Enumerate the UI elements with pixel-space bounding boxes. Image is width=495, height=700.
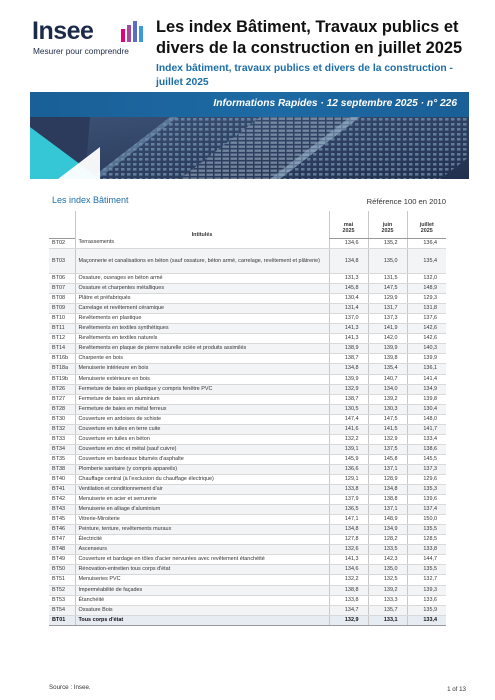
- table-row: [49, 304, 446, 314]
- table-body: [49, 238, 446, 625]
- row-value-june: 140,7: [368, 374, 407, 384]
- row-label: Ascenseurs: [75, 545, 329, 555]
- row-value-july: 133,4: [407, 615, 446, 625]
- row-code: BT27: [49, 394, 75, 404]
- row-label: Plâtre et préfabriqués: [75, 294, 329, 304]
- table-row: [49, 545, 446, 555]
- insee-logo: [32, 14, 144, 60]
- row-value-july: 141,7: [407, 424, 446, 434]
- page-title: Les index Bâtiment, Travaux publics et divers de la construction en juillet 2025: [156, 18, 463, 57]
- table-row: [49, 605, 446, 615]
- row-value-july: 139,8: [407, 394, 446, 404]
- row-value-may: 134,6: [329, 238, 368, 248]
- row-value-may: 132,6: [329, 545, 368, 555]
- logo-tagline: Mesurer pour comprendre: [33, 46, 129, 56]
- row-code: BT28: [49, 404, 75, 414]
- row-value-may: 134,6: [329, 565, 368, 575]
- row-value-may: 129,1: [329, 474, 368, 484]
- row-value-may: 127,8: [329, 535, 368, 545]
- row-value-july: 136,1: [407, 364, 446, 374]
- row-value-july: 129,6: [407, 474, 446, 484]
- table-row: [49, 284, 446, 294]
- row-value-july: 148,0: [407, 414, 446, 424]
- page-number: 1 of 13: [447, 686, 466, 693]
- table-row: [49, 414, 446, 424]
- row-label: Étanchéité: [75, 595, 329, 605]
- row-value-july: 132,0: [407, 274, 446, 284]
- row-value-may: 134,8: [329, 525, 368, 535]
- row-value-june: 129,9: [368, 294, 407, 304]
- row-code: BT53: [49, 595, 75, 605]
- row-code: BT07: [49, 284, 75, 294]
- row-value-may: 141,3: [329, 555, 368, 565]
- page-subtitle: Index bâtiment, travaux publics et divers de la construction - juillet 2025: [156, 63, 453, 88]
- row-value-july: 137,6: [407, 314, 446, 324]
- row-code: BT41: [49, 485, 75, 495]
- row-value-june: 128,9: [368, 474, 407, 484]
- section-title: Les index Bâtiment: [52, 195, 129, 205]
- row-value-july: 131,8: [407, 304, 446, 314]
- row-value-june: 133,3: [368, 595, 407, 605]
- row-label: Ossature Bois: [75, 605, 329, 615]
- row-value-july: 133,6: [407, 595, 446, 605]
- table-row: [49, 485, 446, 495]
- row-code: BT34: [49, 444, 75, 454]
- row-value-june: 134,8: [368, 485, 407, 495]
- source-note: Source : Insee.: [49, 684, 91, 691]
- table-row: [49, 294, 446, 304]
- row-value-june: 139,2: [368, 394, 407, 404]
- row-value-june: 137,1: [368, 505, 407, 515]
- row-value-july: 129,3: [407, 294, 446, 304]
- row-label: Revêtements en plaque de pierre naturelle sciée et produits assimilés: [75, 344, 329, 354]
- header-year: 2025: [407, 228, 446, 238]
- row-code: BT48: [49, 545, 75, 555]
- row-label: Couverture en tuiles en terre cuite: [75, 424, 329, 434]
- table-row: [49, 404, 446, 414]
- banner-publication-info: Informations Rapides · 12 septembre 2025 · n° 226: [213, 98, 457, 109]
- row-value-may: 136,5: [329, 505, 368, 515]
- row-label: Couverture en bardeaux bitumés d'asphalte: [75, 454, 329, 464]
- row-value-may: 131,4: [329, 304, 368, 314]
- row-label: Ventilation et conditionnement d'air: [75, 485, 329, 495]
- row-value-june: 135,7: [368, 605, 407, 615]
- row-value-july: 135,3: [407, 485, 446, 495]
- row-value-may: 138,7: [329, 354, 368, 364]
- row-label: Revêtements en plastique: [75, 314, 329, 324]
- row-label: Carrelage et revêtement céramique: [75, 304, 329, 314]
- row-value-july: 138,6: [407, 444, 446, 454]
- bar-chart-icon: [117, 20, 147, 42]
- table-row: [49, 595, 446, 605]
- row-value-may: 134,8: [329, 248, 368, 274]
- row-value-june: 135,0: [368, 248, 407, 274]
- row-value-july: 130,4: [407, 404, 446, 414]
- table-row: [49, 424, 446, 434]
- row-label: Chauffage central (à l'exclusion du chauffage électrique): [75, 474, 329, 484]
- row-value-july: 148,9: [407, 284, 446, 294]
- row-label: Menuiseries PVC: [75, 575, 329, 585]
- row-value-june: 148,9: [368, 515, 407, 525]
- row-value-july: 144,7: [407, 555, 446, 565]
- row-value-may: 133,8: [329, 485, 368, 495]
- row-value-may: 147,4: [329, 414, 368, 424]
- row-value-may: 147,1: [329, 515, 368, 525]
- row-value-may: 145,9: [329, 454, 368, 464]
- row-value-july: 133,4: [407, 434, 446, 444]
- row-code: BT50: [49, 565, 75, 575]
- row-code: BT46: [49, 525, 75, 535]
- row-label: Revêtements en textiles synthétiques: [75, 324, 329, 334]
- row-code: BT51: [49, 575, 75, 585]
- header-label: Intitulés: [75, 211, 329, 238]
- row-value-june: 137,5: [368, 444, 407, 454]
- row-label: Vitrerie-Miroiterie: [75, 515, 329, 525]
- row-value-may: 139,1: [329, 444, 368, 454]
- row-value-july: 140,3: [407, 344, 446, 354]
- row-value-june: 132,5: [368, 575, 407, 585]
- row-value-july: 145,5: [407, 454, 446, 464]
- row-value-may: 132,2: [329, 434, 368, 444]
- row-value-july: 135,5: [407, 525, 446, 535]
- row-value-june: 145,8: [368, 454, 407, 464]
- row-code: BT08: [49, 294, 75, 304]
- row-code: BT33: [49, 434, 75, 444]
- row-value-may: 138,7: [329, 394, 368, 404]
- row-value-may: 141,6: [329, 424, 368, 434]
- row-code: BT42: [49, 495, 75, 505]
- row-code: BT38: [49, 464, 75, 474]
- row-label: Électricité: [75, 535, 329, 545]
- row-value-may: 134,8: [329, 364, 368, 374]
- table-row: [49, 515, 446, 525]
- table-header: [49, 211, 446, 238]
- row-code: BT02: [49, 238, 75, 248]
- row-label: Menuiserie en alliage d'aluminium: [75, 505, 329, 515]
- publication-banner: [30, 92, 469, 179]
- row-value-june: 132,9: [368, 434, 407, 444]
- header-month: mai: [329, 211, 368, 228]
- table-row: [49, 248, 446, 274]
- table-row: [49, 238, 446, 248]
- row-code: BT01: [49, 615, 75, 625]
- row-label: Menuiserie extérieure en bois: [75, 374, 329, 384]
- table-row: [49, 525, 446, 535]
- table-row: [49, 565, 446, 575]
- row-value-june: 134,9: [368, 525, 407, 535]
- row-value-may: 138,8: [329, 585, 368, 595]
- row-label: Fermeture de baies en métal ferreux: [75, 404, 329, 414]
- row-code: BT11: [49, 324, 75, 334]
- row-label: Peinture, tenture, revêtements muraux: [75, 525, 329, 535]
- row-value-may: 133,8: [329, 595, 368, 605]
- table-row: [49, 454, 446, 464]
- row-value-june: 141,9: [368, 324, 407, 334]
- row-code: BT16b: [49, 354, 75, 364]
- table-row: [49, 535, 446, 545]
- row-code: BT26: [49, 384, 75, 394]
- row-value-july: 142,6: [407, 324, 446, 334]
- row-value-july: 135,4: [407, 248, 446, 274]
- row-value-june: 139,9: [368, 344, 407, 354]
- row-value-june: 130,3: [368, 404, 407, 414]
- row-code: BT19b: [49, 374, 75, 384]
- row-value-july: 134,9: [407, 384, 446, 394]
- row-value-june: 134,0: [368, 384, 407, 394]
- banner-strip: [30, 92, 469, 117]
- reference-note: Référence 100 en 2010: [366, 197, 446, 206]
- row-value-june: 131,5: [368, 274, 407, 284]
- row-value-june: 135,4: [368, 364, 407, 374]
- row-value-may: 132,2: [329, 575, 368, 585]
- table-row: [49, 434, 446, 444]
- row-label: Ossature, ouvrages en béton armé: [75, 274, 329, 284]
- index-table: [49, 211, 446, 626]
- row-label: Couverture en tuiles en béton: [75, 434, 329, 444]
- header-month: juin: [368, 211, 407, 228]
- row-label: Menuiserie intérieure en bois: [75, 364, 329, 374]
- row-label: Revêtements en textiles naturels: [75, 334, 329, 344]
- row-label: Maçonnerie et canalisations en béton (sauf ossature, béton armé, carrelage, revêtement et plâtrerie): [75, 248, 329, 274]
- row-value-june: 139,2: [368, 585, 407, 595]
- table-row: [49, 364, 446, 374]
- row-code: BT40: [49, 474, 75, 484]
- row-value-july: 128,5: [407, 535, 446, 545]
- row-value-may: 132,9: [329, 615, 368, 625]
- header-code: [49, 211, 75, 228]
- row-code: BT32: [49, 424, 75, 434]
- row-value-may: 139,9: [329, 374, 368, 384]
- row-code: BT06: [49, 274, 75, 284]
- row-value-may: 141,3: [329, 334, 368, 344]
- row-code: BT10: [49, 314, 75, 324]
- row-value-july: 137,3: [407, 464, 446, 474]
- row-value-may: 130,5: [329, 404, 368, 414]
- table-row: [49, 274, 446, 284]
- row-value-may: 137,0: [329, 314, 368, 324]
- row-value-may: 130,4: [329, 294, 368, 304]
- row-label: Couverture en ardoises de schiste: [75, 414, 329, 424]
- row-label: Imperméabilité de façades: [75, 585, 329, 595]
- row-value-may: 138,9: [329, 344, 368, 354]
- buildings-illustration: [30, 117, 469, 179]
- row-value-july: 135,5: [407, 565, 446, 575]
- table-row: [49, 444, 446, 454]
- row-code: BT45: [49, 515, 75, 525]
- row-value-june: 131,7: [368, 304, 407, 314]
- row-value-june: 137,3: [368, 314, 407, 324]
- table-row: [49, 344, 446, 354]
- table-row: [49, 505, 446, 515]
- table-row: [49, 374, 446, 384]
- table-row: [49, 394, 446, 404]
- table-total-row: [49, 615, 446, 625]
- row-value-june: 147,5: [368, 284, 407, 294]
- row-value-july: 139,6: [407, 495, 446, 505]
- row-value-june: 133,1: [368, 615, 407, 625]
- row-value-july: 141,4: [407, 374, 446, 384]
- row-value-june: 138,8: [368, 495, 407, 505]
- table-row: [49, 585, 446, 595]
- row-code: BT30: [49, 414, 75, 424]
- table-row: [49, 464, 446, 474]
- row-code: BT03: [49, 248, 75, 274]
- row-value-may: 136,6: [329, 464, 368, 474]
- row-code: BT47: [49, 535, 75, 545]
- row-code: BT12: [49, 334, 75, 344]
- row-value-june: 142,0: [368, 334, 407, 344]
- row-value-june: 133,5: [368, 545, 407, 555]
- logo-wordmark: Insee: [32, 17, 94, 45]
- table-row: [49, 555, 446, 565]
- row-label: Fermeture de baies en aluminium: [75, 394, 329, 404]
- row-value-may: 145,8: [329, 284, 368, 294]
- row-value-june: 141,5: [368, 424, 407, 434]
- row-value-may: 137,9: [329, 495, 368, 505]
- row-value-may: 134,7: [329, 605, 368, 615]
- row-code: BT54: [49, 605, 75, 615]
- row-value-july: 150,0: [407, 515, 446, 525]
- row-value-july: 139,3: [407, 585, 446, 595]
- row-value-july: 135,9: [407, 605, 446, 615]
- row-code: BT14: [49, 344, 75, 354]
- row-label: Couverture et bardage en tôles d'acier nervurées avec revêtement étanchéité: [75, 555, 329, 565]
- row-code: BT43: [49, 505, 75, 515]
- row-value-june: 147,5: [368, 414, 407, 424]
- row-value-july: 137,4: [407, 505, 446, 515]
- row-label: Menuiserie en acier et serrurerie: [75, 495, 329, 505]
- table-row: [49, 474, 446, 484]
- row-code: BT35: [49, 454, 75, 464]
- row-value-may: 141,3: [329, 324, 368, 334]
- header-year: 2025: [329, 228, 368, 238]
- table-row: [49, 324, 446, 334]
- row-value-july: 132,7: [407, 575, 446, 585]
- row-value-june: 135,0: [368, 565, 407, 575]
- row-label: Ossature et charpentes métalliques: [75, 284, 329, 294]
- row-label: Fermeture de baies en plastique y compris fenêtre PVC: [75, 384, 329, 394]
- row-label: Couverture en zinc et métal (sauf cuivre): [75, 444, 329, 454]
- table-row: [49, 334, 446, 344]
- row-code: BT49: [49, 555, 75, 565]
- row-value-june: 135,2: [368, 238, 407, 248]
- row-value-may: 132,9: [329, 384, 368, 394]
- table-row: [49, 354, 446, 364]
- row-value-july: 139,9: [407, 354, 446, 364]
- row-code: BT52: [49, 585, 75, 595]
- row-label: Plomberie sanitaire (y compris appareils): [75, 464, 329, 474]
- row-code: BT09: [49, 304, 75, 314]
- row-value-july: 142,6: [407, 334, 446, 344]
- row-code: BT18a: [49, 364, 75, 374]
- row-value-june: 139,8: [368, 354, 407, 364]
- header-year: 2025: [368, 228, 407, 238]
- table-row: [49, 575, 446, 585]
- row-value-june: 128,2: [368, 535, 407, 545]
- table-row: [49, 384, 446, 394]
- row-label: Terrassements: [75, 238, 329, 248]
- row-label: Tous corps d'état: [75, 615, 329, 625]
- row-value-july: 133,8: [407, 545, 446, 555]
- row-value-july: 136,4: [407, 238, 446, 248]
- table-row: [49, 495, 446, 505]
- header-month: juillet: [407, 211, 446, 228]
- row-value-june: 137,1: [368, 464, 407, 474]
- row-label: Rénovation-entretien tous corps d'état: [75, 565, 329, 575]
- row-value-june: 142,3: [368, 555, 407, 565]
- table-row: [49, 314, 446, 324]
- row-value-may: 131,3: [329, 274, 368, 284]
- row-label: Charpente en bois: [75, 354, 329, 364]
